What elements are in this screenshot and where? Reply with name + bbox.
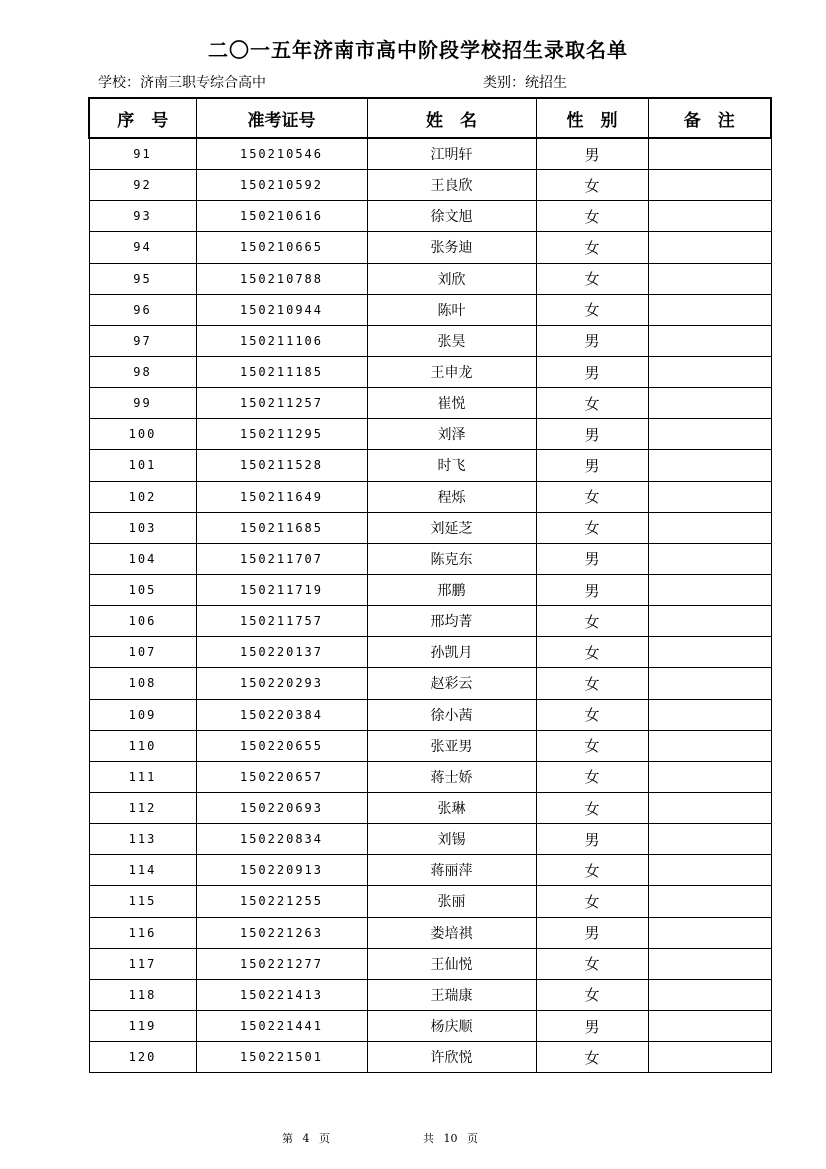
cell-remark <box>648 917 771 948</box>
table-row <box>89 263 771 294</box>
cell-seq: 102 <box>89 481 196 512</box>
cell-seq: 95 <box>89 263 196 294</box>
cell-exam-no: 150210592 <box>196 170 367 201</box>
cell-seq: 97 <box>89 325 196 356</box>
cell-exam-no: 150210546 <box>196 138 367 170</box>
cell-seq: 120 <box>89 1042 196 1073</box>
cell-exam-no: 150221501 <box>196 1042 367 1073</box>
cell-name: 刘泽 <box>367 419 536 450</box>
table-row <box>89 356 771 387</box>
cell-exam-no: 150211185 <box>196 356 367 387</box>
cell-seq: 99 <box>89 388 196 419</box>
cell-remark <box>648 388 771 419</box>
cell-remark <box>648 419 771 450</box>
cell-seq: 93 <box>89 201 196 232</box>
cell-gender: 女 <box>536 979 648 1010</box>
cell-gender: 女 <box>536 886 648 917</box>
cell-exam-no: 150211106 <box>196 325 367 356</box>
cell-gender: 女 <box>536 388 648 419</box>
cell-gender: 女 <box>536 948 648 979</box>
cell-seq: 101 <box>89 450 196 481</box>
table-row <box>89 170 771 201</box>
cell-seq: 116 <box>89 917 196 948</box>
cell-remark <box>648 356 771 387</box>
cell-name: 蒋丽萍 <box>367 855 536 886</box>
table-row <box>89 855 771 886</box>
cell-name: 王瑞康 <box>367 979 536 1010</box>
table-row <box>89 761 771 792</box>
cell-gender: 女 <box>536 1042 648 1073</box>
table-row <box>89 419 771 450</box>
cell-seq: 103 <box>89 512 196 543</box>
cell-remark <box>648 979 771 1010</box>
cell-exam-no: 150221255 <box>196 886 367 917</box>
cell-gender: 女 <box>536 263 648 294</box>
cell-gender: 女 <box>536 699 648 730</box>
page-indicator <box>282 1130 336 1146</box>
cell-exam-no: 150220655 <box>196 730 367 761</box>
cell-gender: 女 <box>536 201 648 232</box>
cell-exam-no: 150211707 <box>196 543 367 574</box>
cell-name: 崔悦 <box>367 388 536 419</box>
cell-exam-no: 150221413 <box>196 979 367 1010</box>
cell-seq: 119 <box>89 1010 196 1041</box>
cell-exam-no: 150211528 <box>196 450 367 481</box>
cell-seq: 107 <box>89 637 196 668</box>
table-row <box>89 201 771 232</box>
cell-remark <box>648 450 771 481</box>
cell-gender: 女 <box>536 761 648 792</box>
cell-exam-no: 150210665 <box>196 232 367 263</box>
cell-exam-no: 150211757 <box>196 606 367 637</box>
cell-name: 杨庆顺 <box>367 1010 536 1041</box>
cell-seq: 118 <box>89 979 196 1010</box>
cell-remark <box>648 824 771 855</box>
cell-exam-no: 150220137 <box>196 637 367 668</box>
table-row <box>89 637 771 668</box>
cell-seq: 114 <box>89 855 196 886</box>
cell-name: 刘延芝 <box>367 512 536 543</box>
cell-gender: 女 <box>536 232 648 263</box>
cell-seq: 106 <box>89 606 196 637</box>
cell-gender: 男 <box>536 419 648 450</box>
cell-remark <box>648 699 771 730</box>
cell-gender: 男 <box>536 138 648 170</box>
cell-seq: 110 <box>89 730 196 761</box>
cell-name: 张丽 <box>367 886 536 917</box>
table-row <box>89 512 771 543</box>
cell-remark <box>648 1010 771 1041</box>
cell-gender: 女 <box>536 668 648 699</box>
total-prefix: 共 <box>423 1132 434 1145</box>
cell-gender: 女 <box>536 606 648 637</box>
page-prefix: 第 <box>282 1132 293 1145</box>
cell-exam-no: 150220384 <box>196 699 367 730</box>
cell-gender: 女 <box>536 512 648 543</box>
table-row <box>89 699 771 730</box>
header-remark: 备 注 <box>648 98 771 138</box>
header-name: 姓 名 <box>367 98 536 138</box>
cell-name: 王良欣 <box>367 170 536 201</box>
cell-seq: 108 <box>89 668 196 699</box>
table-row <box>89 1010 771 1041</box>
table-row <box>89 232 771 263</box>
cell-gender: 男 <box>536 1010 648 1041</box>
cell-gender: 女 <box>536 855 648 886</box>
cell-gender: 女 <box>536 170 648 201</box>
cell-exam-no: 150220834 <box>196 824 367 855</box>
cell-name: 许欣悦 <box>367 1042 536 1073</box>
page-suffix: 页 <box>319 1132 330 1145</box>
table-row <box>89 388 771 419</box>
total-suffix: 页 <box>467 1132 478 1145</box>
cell-exam-no: 150210944 <box>196 294 367 325</box>
table-row <box>89 325 771 356</box>
cell-seq: 113 <box>89 824 196 855</box>
cell-seq: 115 <box>89 886 196 917</box>
table-row <box>89 543 771 574</box>
cell-remark <box>648 948 771 979</box>
cell-name: 程烁 <box>367 481 536 512</box>
cell-name: 张亚男 <box>367 730 536 761</box>
cell-gender: 男 <box>536 450 648 481</box>
table-row <box>89 138 771 170</box>
cell-exam-no: 150220657 <box>196 761 367 792</box>
cell-seq: 98 <box>89 356 196 387</box>
cell-gender: 男 <box>536 356 648 387</box>
cell-remark <box>648 761 771 792</box>
cell-gender: 男 <box>536 543 648 574</box>
cell-name: 蒋士娇 <box>367 761 536 792</box>
cell-gender: 女 <box>536 637 648 668</box>
cell-remark <box>648 730 771 761</box>
cell-name: 邢鹏 <box>367 574 536 605</box>
cell-exam-no: 150211257 <box>196 388 367 419</box>
cell-remark <box>648 481 771 512</box>
cell-remark <box>648 1042 771 1073</box>
table-row <box>89 979 771 1010</box>
cell-remark <box>648 170 771 201</box>
school-label: 学校：济南三职专综合高中 <box>98 75 266 91</box>
cell-seq: 91 <box>89 138 196 170</box>
cell-remark <box>648 325 771 356</box>
cell-seq: 92 <box>89 170 196 201</box>
total-pages-indicator <box>423 1130 484 1146</box>
table-row <box>89 948 771 979</box>
total-pages: 10 <box>443 1132 458 1145</box>
cell-exam-no: 150220293 <box>196 668 367 699</box>
cell-gender: 女 <box>536 481 648 512</box>
cell-remark <box>648 668 771 699</box>
cell-seq: 96 <box>89 294 196 325</box>
cell-exam-no: 150220693 <box>196 792 367 823</box>
cell-remark <box>648 201 771 232</box>
cell-name: 张昊 <box>367 325 536 356</box>
cell-exam-no: 150210616 <box>196 201 367 232</box>
cell-exam-no: 150211685 <box>196 512 367 543</box>
cell-remark <box>648 574 771 605</box>
cell-seq: 117 <box>89 948 196 979</box>
cell-seq: 100 <box>89 419 196 450</box>
cell-seq: 112 <box>89 792 196 823</box>
cell-exam-no: 150221277 <box>196 948 367 979</box>
table-row <box>89 481 771 512</box>
cell-seq: 94 <box>89 232 196 263</box>
table-row <box>89 917 771 948</box>
cell-gender: 女 <box>536 730 648 761</box>
cell-exam-no: 150211295 <box>196 419 367 450</box>
cell-name: 赵彩云 <box>367 668 536 699</box>
cell-name: 刘欣 <box>367 263 536 294</box>
cell-gender: 女 <box>536 294 648 325</box>
cell-seq: 104 <box>89 543 196 574</box>
cell-name: 孙凯月 <box>367 637 536 668</box>
cell-exam-no: 150221441 <box>196 1010 367 1041</box>
cell-name: 徐文旭 <box>367 201 536 232</box>
page-number: 4 <box>302 1132 310 1145</box>
cell-gender: 男 <box>536 325 648 356</box>
table-row <box>89 294 771 325</box>
cell-remark <box>648 138 771 170</box>
cell-name: 邢均菁 <box>367 606 536 637</box>
cell-gender: 男 <box>536 824 648 855</box>
table-body <box>89 138 771 1073</box>
table-header-row <box>89 98 771 138</box>
cell-gender: 男 <box>536 917 648 948</box>
table-row <box>89 1042 771 1073</box>
cell-remark <box>648 294 771 325</box>
cell-name: 江明轩 <box>367 138 536 170</box>
cell-exam-no: 150220913 <box>196 855 367 886</box>
cell-name: 张务迪 <box>367 232 536 263</box>
cell-exam-no: 150221263 <box>196 917 367 948</box>
cell-name: 王申龙 <box>367 356 536 387</box>
cell-name: 王仙悦 <box>367 948 536 979</box>
table-row <box>89 574 771 605</box>
cell-name: 刘锡 <box>367 824 536 855</box>
table-row <box>89 886 771 917</box>
cell-name: 娄培祺 <box>367 917 536 948</box>
cell-remark <box>648 886 771 917</box>
cell-remark <box>648 637 771 668</box>
table-row <box>89 792 771 823</box>
category-label: 类别：统招生 <box>483 75 567 91</box>
header-exam-no: 准考证号 <box>196 98 367 138</box>
cell-seq: 109 <box>89 699 196 730</box>
table-row <box>89 824 771 855</box>
cell-seq: 105 <box>89 574 196 605</box>
header-seq: 序 号 <box>89 98 196 138</box>
cell-name: 时飞 <box>367 450 536 481</box>
table-row <box>89 450 771 481</box>
document-title: 二〇一五年济南市高中阶段学校招生录取名单 <box>208 38 628 62</box>
cell-name: 张琳 <box>367 792 536 823</box>
cell-exam-no: 150211719 <box>196 574 367 605</box>
cell-remark <box>648 606 771 637</box>
table-row <box>89 730 771 761</box>
admission-table <box>88 97 772 1073</box>
cell-name: 徐小茜 <box>367 699 536 730</box>
cell-exam-no: 150211649 <box>196 481 367 512</box>
cell-gender: 女 <box>536 792 648 823</box>
header-gender: 性 别 <box>536 98 648 138</box>
cell-exam-no: 150210788 <box>196 263 367 294</box>
table-row <box>89 668 771 699</box>
table-row <box>89 606 771 637</box>
cell-seq: 111 <box>89 761 196 792</box>
cell-name: 陈叶 <box>367 294 536 325</box>
cell-remark <box>648 855 771 886</box>
cell-remark <box>648 543 771 574</box>
cell-name: 陈克东 <box>367 543 536 574</box>
cell-gender: 男 <box>536 574 648 605</box>
cell-remark <box>648 232 771 263</box>
cell-remark <box>648 512 771 543</box>
cell-remark <box>648 263 771 294</box>
cell-remark <box>648 792 771 823</box>
